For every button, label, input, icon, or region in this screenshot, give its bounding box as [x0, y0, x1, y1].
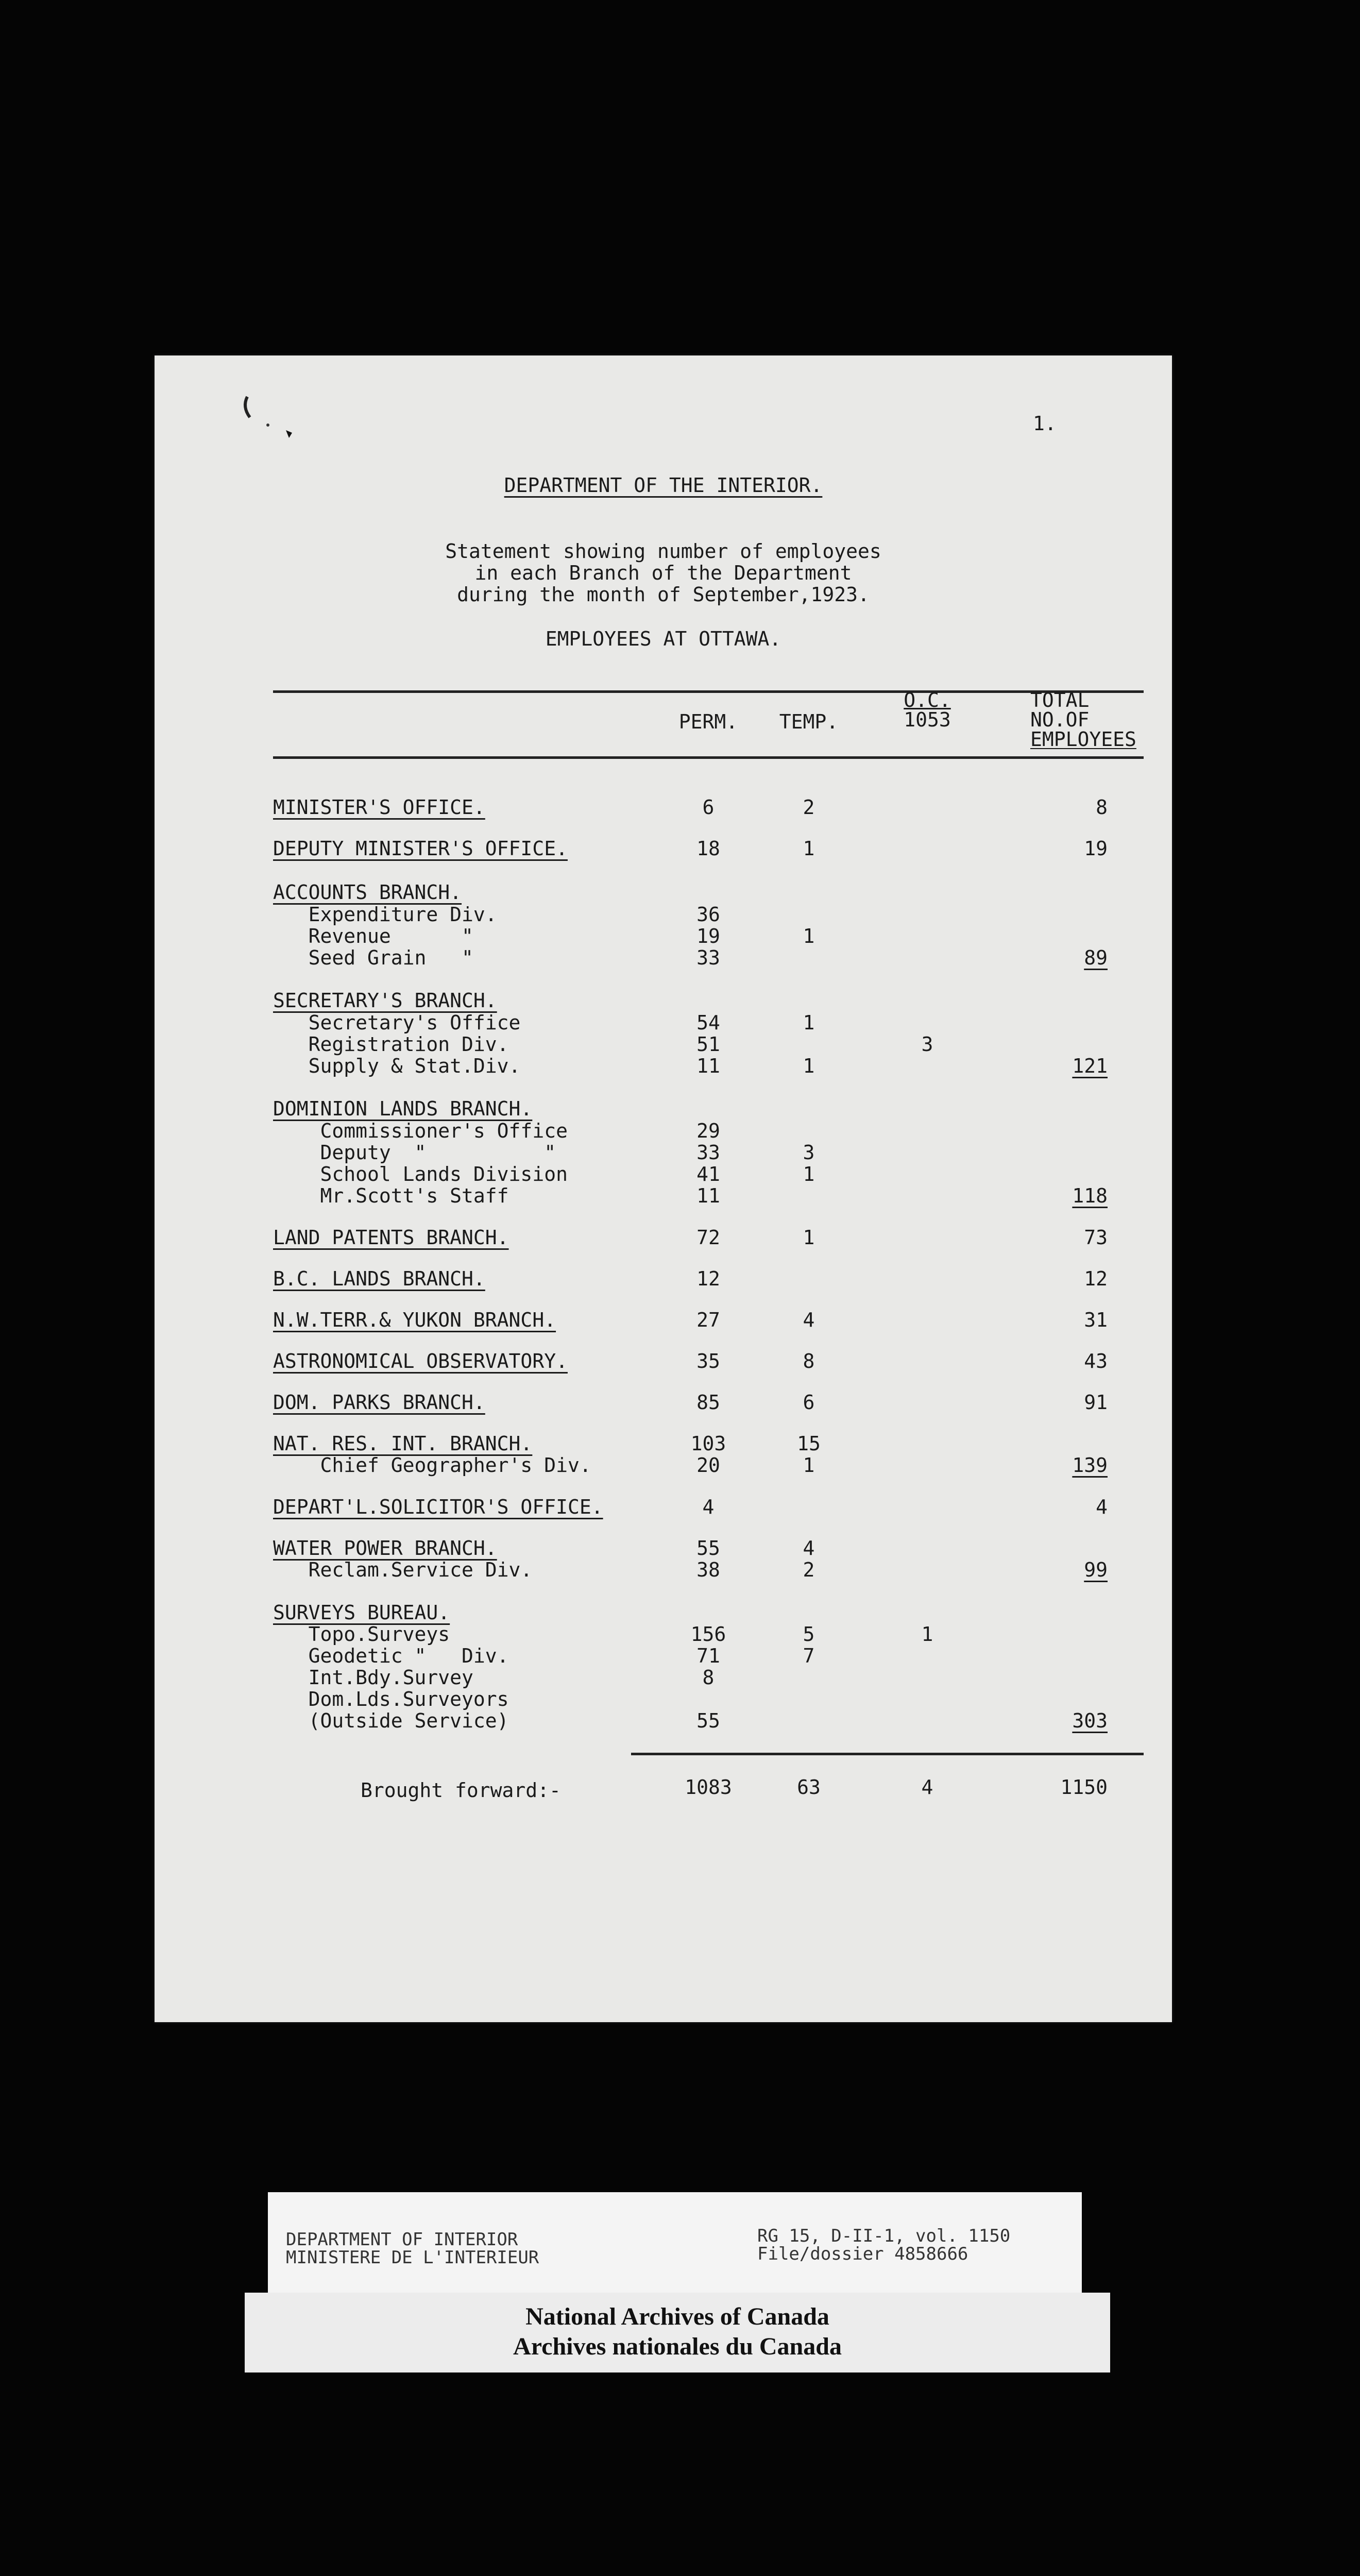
- row-label: DEPUTY MINISTER'S OFFICE.: [273, 837, 568, 860]
- total-cell: 99: [1084, 1558, 1108, 1581]
- temp-cell: 1: [803, 1226, 815, 1249]
- total-cell: 118: [1072, 1184, 1108, 1207]
- perm-cell: 20: [696, 1454, 720, 1477]
- perm-cell: 19: [696, 925, 720, 947]
- total-cell: 4: [1096, 1496, 1108, 1518]
- temp-cell: 2: [803, 1558, 815, 1581]
- ink-mark-icon: [237, 386, 304, 453]
- subtitle-line: during the month of September,1923.: [457, 583, 870, 606]
- oc-cell: 1: [921, 1623, 933, 1646]
- temp-cell: 4: [803, 1537, 815, 1560]
- row-label: Seed Grain ": [273, 946, 473, 969]
- brought-forward-temp: 63: [797, 1776, 821, 1799]
- archive-label-reference: RG 15, D-II-1, vol. 1150: [757, 2226, 1011, 2246]
- column-header-total: NO.OF: [1030, 708, 1090, 731]
- temp-cell: 1: [803, 1055, 815, 1077]
- perm-cell: 8: [702, 1666, 715, 1689]
- perm-cell: 33: [696, 1141, 720, 1164]
- perm-cell: 27: [696, 1309, 720, 1331]
- row-label: DOMINION LANDS BRANCH.: [273, 1097, 533, 1120]
- row-label: Mr.Scott's Staff: [273, 1184, 509, 1207]
- temp-cell: 3: [803, 1141, 815, 1164]
- row-label: Registration Div.: [273, 1033, 509, 1056]
- perm-cell: 4: [702, 1496, 715, 1518]
- page-number: 1.: [1033, 412, 1057, 435]
- total-cell: 91: [1084, 1391, 1108, 1414]
- table-header-rule: [273, 756, 1144, 759]
- archive-banner-french: Archives nationales du Canada: [513, 2333, 842, 2360]
- perm-cell: 85: [696, 1391, 720, 1414]
- perm-cell: 12: [696, 1267, 720, 1290]
- temp-cell: 4: [803, 1309, 815, 1331]
- subtitle-line: in each Branch of the Department: [474, 562, 852, 584]
- total-cell: 303: [1072, 1709, 1108, 1732]
- perm-cell: 41: [696, 1163, 720, 1185]
- perm-cell: 71: [696, 1645, 720, 1667]
- temp-cell: 6: [803, 1391, 815, 1414]
- perm-cell: 35: [696, 1350, 720, 1372]
- archive-banner: [245, 2293, 1110, 2372]
- row-label: SECRETARY'S BRANCH.: [273, 989, 497, 1012]
- temp-cell: 2: [803, 796, 815, 819]
- row-label: Secretary's Office: [273, 1011, 521, 1034]
- row-label: Deputy " ": [273, 1141, 556, 1164]
- total-cell: 8: [1096, 796, 1108, 819]
- row-label: ACCOUNTS BRANCH.: [273, 881, 462, 904]
- row-label: Reclam.Service Div.: [273, 1558, 533, 1581]
- total-cell: 31: [1084, 1309, 1108, 1331]
- archive-label-ministere: MINISTERE DE L'INTERIEUR: [286, 2247, 539, 2268]
- row-label: School Lands Division: [273, 1163, 568, 1185]
- total-cell: 43: [1084, 1350, 1108, 1372]
- document-page: [155, 355, 1172, 2022]
- perm-cell: 54: [696, 1011, 720, 1034]
- temp-cell: 7: [803, 1645, 815, 1667]
- row-label: LAND PATENTS BRANCH.: [273, 1226, 509, 1249]
- row-label: B.C. LANDS BRANCH.: [273, 1267, 485, 1290]
- row-label: Topo.Surveys: [273, 1623, 450, 1646]
- column-header-total: TOTAL: [1030, 689, 1090, 711]
- oc-cell: 3: [921, 1033, 933, 1056]
- row-label: N.W.TERR.& YUKON BRANCH.: [273, 1309, 556, 1331]
- perm-cell: 6: [702, 796, 715, 819]
- column-header-total: EMPLOYEES: [1030, 728, 1136, 751]
- row-label: Dom.Lds.Surveyors: [273, 1688, 509, 1710]
- perm-cell: 156: [690, 1623, 726, 1646]
- temp-cell: 1: [803, 1011, 815, 1034]
- perm-cell: 55: [696, 1709, 720, 1732]
- total-cell: 89: [1084, 946, 1108, 969]
- row-label: (Outside Service): [273, 1709, 509, 1732]
- brought-forward-total: 1150: [1060, 1776, 1108, 1799]
- perm-cell: 38: [696, 1558, 720, 1581]
- total-cell: 73: [1084, 1226, 1108, 1249]
- archive-label: [268, 2192, 1082, 2295]
- page-title: DEPARTMENT OF THE INTERIOR.: [504, 474, 823, 497]
- archive-label-dept: DEPARTMENT OF INTERIOR: [286, 2229, 518, 2250]
- perm-cell: 33: [696, 946, 720, 969]
- temp-cell: 8: [803, 1350, 815, 1372]
- row-label: WATER POWER BRANCH.: [273, 1537, 497, 1560]
- column-header-oc: O.C.: [904, 689, 951, 711]
- row-label: MINISTER'S OFFICE.: [273, 796, 485, 819]
- column-header-temp: TEMP.: [779, 710, 839, 733]
- row-label: Expenditure Div.: [273, 903, 497, 926]
- row-label: Supply & Stat.Div.: [273, 1055, 521, 1077]
- archive-label-file: File/dossier 4858666: [757, 2244, 968, 2264]
- row-label: Revenue ": [273, 925, 473, 947]
- brought-forward-oc: 4: [921, 1776, 933, 1799]
- perm-cell: 72: [696, 1226, 720, 1249]
- row-label: Int.Bdy.Survey: [273, 1666, 473, 1689]
- row-label: NAT. RES. INT. BRANCH.: [273, 1432, 533, 1455]
- brought-forward-label: Brought forward:-: [361, 1779, 561, 1802]
- row-label: Chief Geographer's Div.: [273, 1454, 591, 1477]
- location-heading: EMPLOYEES AT OTTAWA.: [545, 628, 781, 650]
- total-cell: 121: [1072, 1055, 1108, 1077]
- column-header-oc: 1053: [904, 708, 951, 731]
- row-label: ASTRONOMICAL OBSERVATORY.: [273, 1350, 568, 1372]
- perm-cell: 29: [696, 1120, 720, 1142]
- perm-cell: 11: [696, 1184, 720, 1207]
- brought-forward-perm: 1083: [685, 1776, 732, 1799]
- column-header-perm: PERM.: [678, 710, 738, 733]
- total-rule: [631, 1753, 1144, 1755]
- row-label: DOM. PARKS BRANCH.: [273, 1391, 485, 1414]
- temp-cell: 5: [803, 1623, 815, 1646]
- row-label: Commissioner's Office: [273, 1120, 568, 1142]
- row-label: SURVEYS BUREAU.: [273, 1601, 450, 1624]
- perm-cell: 18: [696, 837, 720, 860]
- temp-cell: 1: [803, 837, 815, 860]
- archive-banner-english: National Archives of Canada: [525, 2303, 829, 2330]
- temp-cell: 1: [803, 925, 815, 947]
- temp-cell: 1: [803, 1163, 815, 1185]
- total-cell: 19: [1084, 837, 1108, 860]
- subtitle-line: Statement showing number of employees: [445, 540, 881, 563]
- perm-cell: 55: [696, 1537, 720, 1560]
- total-cell: 12: [1084, 1267, 1108, 1290]
- temp-cell: 1: [803, 1454, 815, 1477]
- row-label: DEPART'L.SOLICITOR'S OFFICE.: [273, 1496, 603, 1518]
- row-label: Geodetic " Div.: [273, 1645, 509, 1667]
- perm-cell: 11: [696, 1055, 720, 1077]
- total-cell: 139: [1072, 1454, 1108, 1477]
- perm-cell: 51: [696, 1033, 720, 1056]
- perm-cell: 36: [696, 903, 720, 926]
- table-top-rule: [273, 690, 1144, 693]
- perm-cell: 103: [690, 1432, 726, 1455]
- temp-cell: 15: [797, 1432, 821, 1455]
